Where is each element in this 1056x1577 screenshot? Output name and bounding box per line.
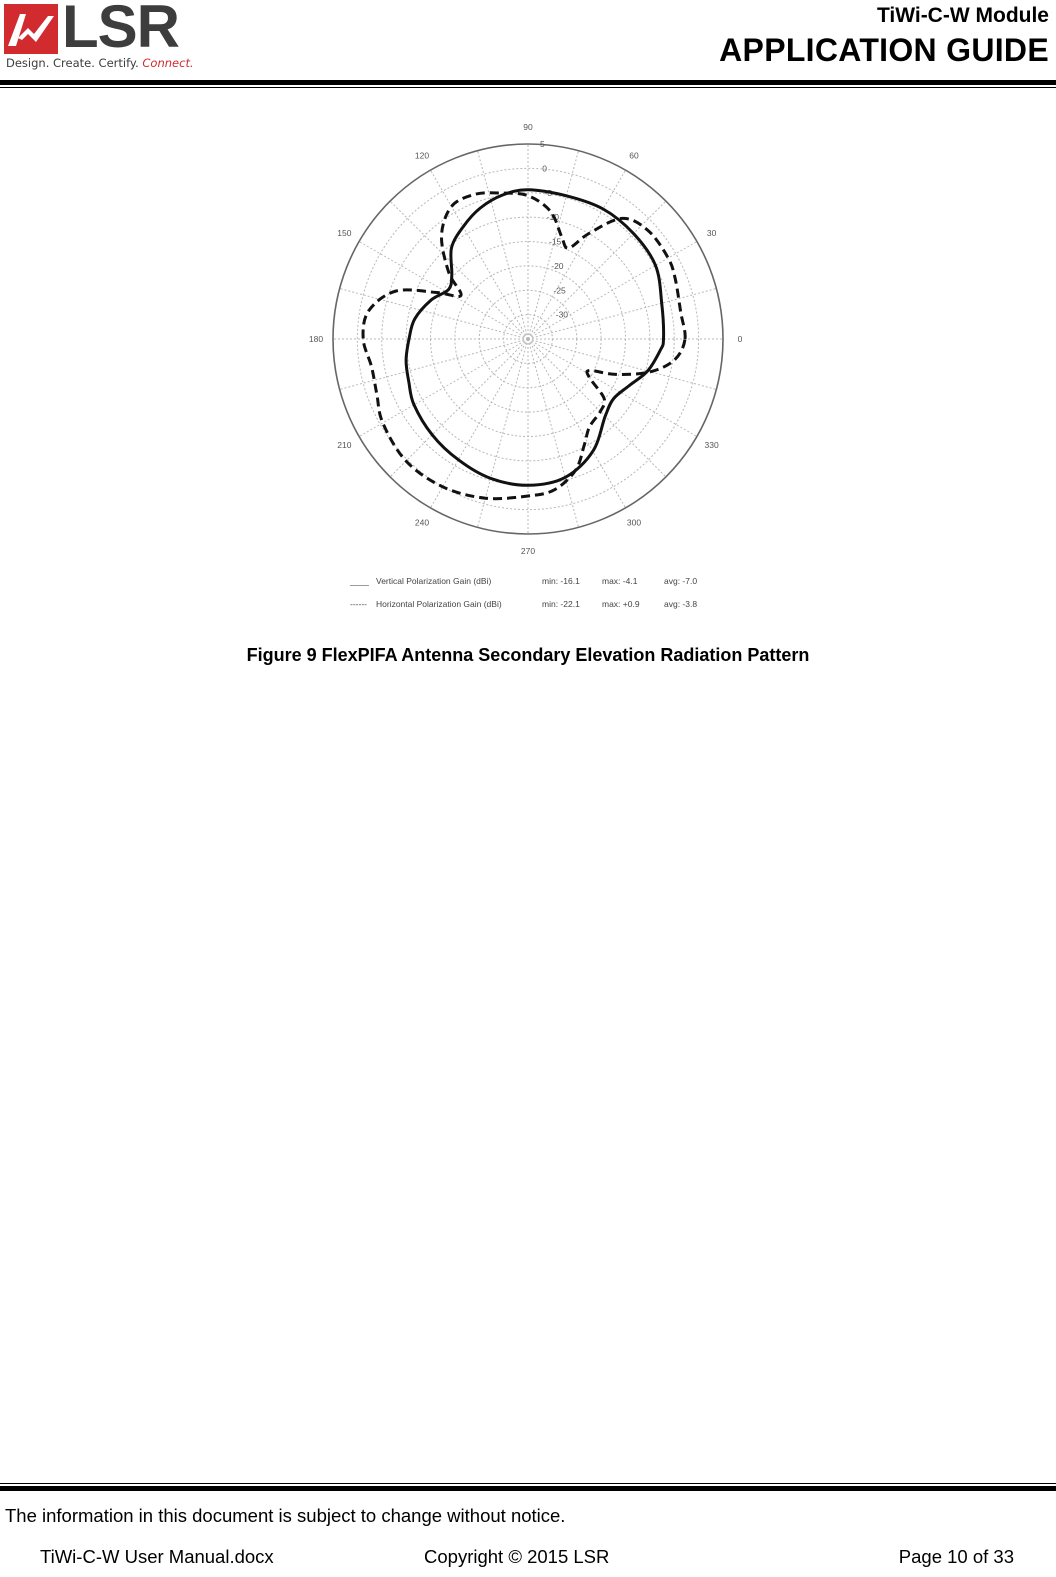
angle-tick-label: 330 (704, 440, 719, 450)
radial-tick-label: 5 (540, 139, 545, 149)
radial-tick-label: -15 (549, 236, 562, 247)
company-logo (4, 0, 194, 74)
grid-spoke (528, 339, 716, 389)
footer-rule-thin (0, 1483, 1056, 1484)
angle-tick-label: 90 (523, 122, 533, 132)
grid-spoke (340, 339, 528, 389)
angle-tick-label: 210 (337, 440, 352, 450)
polar-traces (363, 187, 685, 499)
grid-spoke (359, 339, 528, 437)
footer-copyright: Copyright © 2015 LSR (424, 1546, 610, 1567)
grid-spoke (431, 339, 529, 508)
header-rule (0, 80, 1056, 85)
angle-tick-label: 60 (629, 150, 639, 161)
legend-min: min: -22.1 (542, 599, 580, 609)
legend-avg: avg: -7.0 (664, 576, 698, 586)
radial-tick-label: 0 (542, 163, 547, 174)
document-title: APPLICATION GUIDE (719, 32, 1049, 68)
radial-tick-label: -25 (553, 285, 566, 296)
radial-tick-label: -5 (544, 187, 553, 198)
footer-notice: The information in this document is subject to change without notice. (5, 1505, 566, 1526)
tagline-accent: Connect. (142, 56, 194, 70)
legend-series-name: Vertical Polarization Gain (dBi) (376, 576, 492, 586)
chart-legend (349, 576, 697, 609)
legend-line-key: ____ (350, 576, 369, 586)
legend-min: min: -16.1 (542, 576, 580, 586)
angle-tick-label: 150 (337, 228, 352, 238)
grid-spoke (528, 339, 626, 508)
angle-tick-label: 30 (706, 228, 717, 238)
angle-tick-label: 120 (414, 150, 430, 161)
legend-avg: avg: -3.8 (664, 599, 698, 609)
grid-spoke (528, 339, 578, 527)
grid-spoke (340, 289, 528, 339)
angle-tick-label: 270 (520, 546, 536, 556)
legend-max: max: -4.1 (602, 576, 638, 586)
module-title: TiWi-C-W Module (876, 4, 1049, 27)
logo-wordmark: LSR (62, 0, 179, 60)
grid-spoke (478, 151, 528, 339)
radial-tick-label: -20 (551, 260, 564, 271)
legend-series-name: Horizontal Polarization Gain (dBi) (376, 599, 502, 609)
grid-spoke (390, 201, 528, 339)
grid-spoke (528, 170, 626, 339)
footer-page-number: Page 10 of 33 (898, 1546, 1014, 1567)
figure-caption: Figure 9 FlexPIFA Antenna Secondary Elevation Radiation Pattern (246, 645, 810, 665)
angle-tick-label: 240 (414, 517, 430, 528)
vertical-gain-trace (406, 187, 663, 486)
grid-spoke (528, 339, 697, 437)
grid-spoke (390, 339, 528, 477)
legend-max: max: +0.9 (602, 599, 640, 609)
legend-line-key: ------ (350, 599, 367, 609)
radial-tick-label: -10 (546, 212, 560, 223)
angle-tick-label: 0 (737, 334, 743, 344)
logo-tagline (6, 56, 194, 70)
footer-document-name: TiWi-C-W User Manual.docx (40, 1546, 274, 1567)
angle-tick-label: 300 (626, 517, 642, 528)
header-rule-thin (0, 87, 1056, 88)
footer-rule (0, 1486, 1056, 1491)
angle-tick-label: 180 (308, 334, 324, 344)
radial-tick-label: -30 (555, 309, 569, 320)
tagline-text: Design. Create. Certify. (6, 56, 139, 70)
radiation-pattern-chart (300, 112, 760, 624)
lsr-logo-mark-icon (4, 4, 58, 54)
grid-spoke (528, 339, 666, 477)
